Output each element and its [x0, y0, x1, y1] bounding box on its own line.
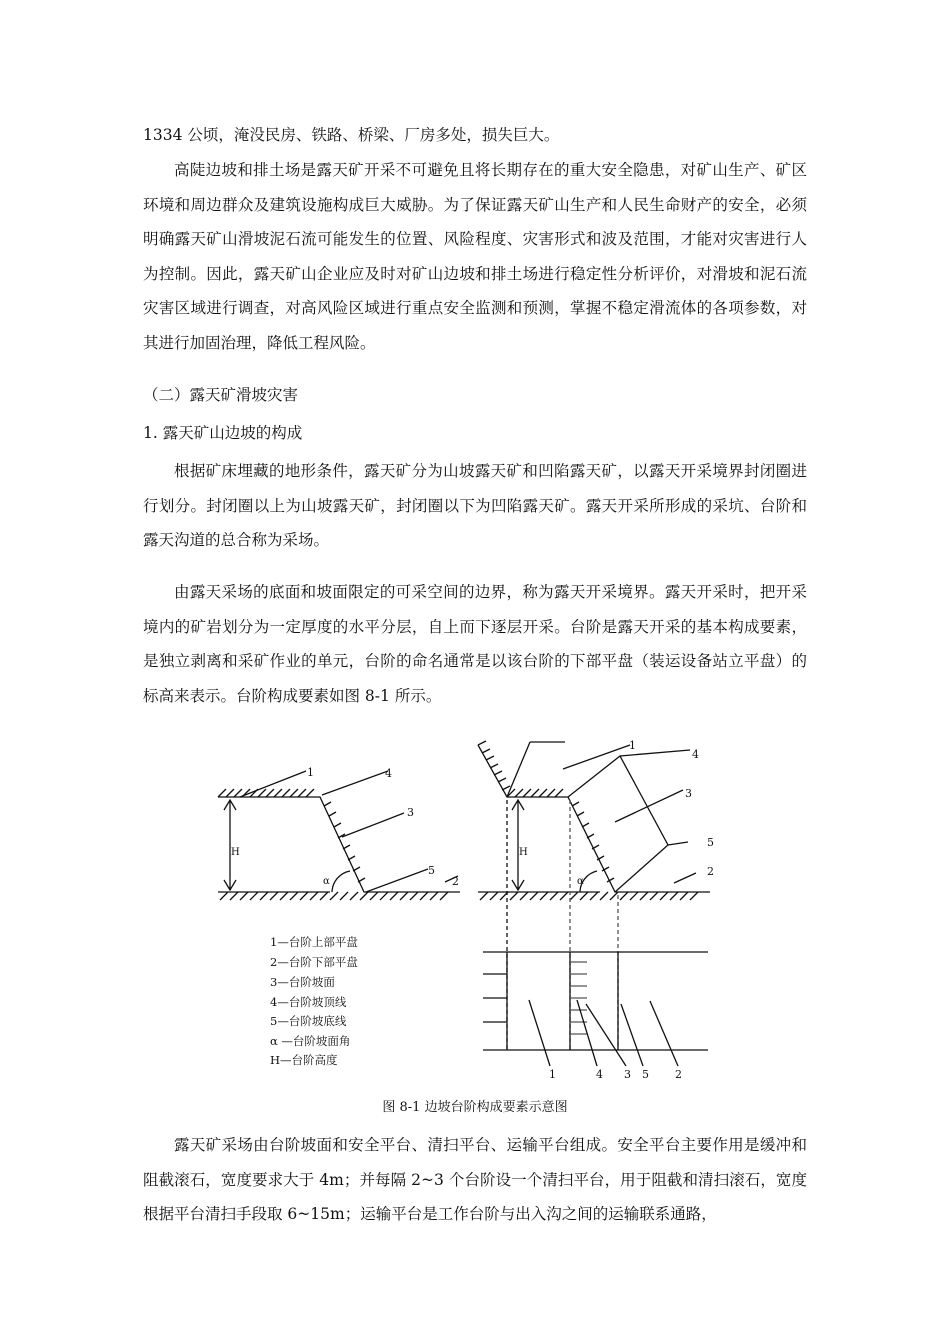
figure-legend	[270, 935, 358, 1067]
legend-item: 1—台阶上部平盘	[270, 935, 358, 949]
plan-label-3: 3	[624, 1068, 631, 1081]
legend-item: α —台阶坡面角	[270, 1034, 351, 1048]
legend-item: 2—台阶下部平盘	[270, 955, 358, 969]
plan-label-2: 2	[675, 1068, 682, 1081]
left-label-H: H	[231, 847, 240, 858]
section-heading: （二）露天矿滑坡灾害	[143, 386, 299, 404]
right-label-5: 5	[707, 836, 714, 849]
right-label-alpha: α	[577, 876, 584, 887]
plan-label-5: 5	[642, 1068, 649, 1081]
paragraph-2: 高陡边坡和排土场是露天矿开采不可避免且将长期存在的重大安全隐患，对矿山生产、矿区环境和周边群众及建筑设施构成巨大威胁。为了保证露天矿山生产和人民生命财产的安全，必须明确露天矿山滑坡泥石流可能发生的位置、风险程度、灾害形式和波及范围，才能对灾害进行人为控制。因此，露天矿山企业应及时对矿山边坡和排土场进行稳定性分析评价，对滑坡和泥石流灾害区域进行调查，对高风险区域进行重点安全监测和预测，掌握不稳定滑流体的各项参数，对其进行加固治理，降低工程风险。	[143, 161, 807, 352]
right-label-2: 2	[707, 865, 714, 878]
left-label-alpha: α	[323, 876, 330, 887]
plan-label-1: 1	[549, 1068, 556, 1081]
left-label-5: 5	[428, 864, 435, 877]
paragraph-4: 由露天采场的底面和坡面限定的可采空间的边界，称为露天开采境界。露天开采时，把开采境内的矿岩划分为一定厚度的水平分层，自上而下逐层开采。台阶是露天开采的基本构成要素，是独立剥离和采矿作业的单元，台阶的命名通常是以该台阶的下部平盘（装运设备站立平盘）的标高来表示。台阶构成要素如图 8-1 所示。	[143, 583, 807, 705]
paragraph-5: 露天矿采场由台阶坡面和安全平台、清扫平台、运输平台组成。安全平台主要作用是缓冲和阻截滚石，宽度要求大于 4m；并每隔 2~3 个台阶设一个清扫平台，用于阻截和清扫滚石，宽度根据平台清扫手段取 6~15m；运输平台是工作台阶与出入沟之间的运输联系通路，	[143, 1136, 807, 1223]
legend-item: H—台阶高度	[270, 1053, 338, 1067]
right-label-1: 1	[629, 739, 636, 752]
legend-item: 3—台阶坡面	[270, 975, 335, 989]
right-section-view	[478, 741, 710, 1050]
figure-caption: 图 8-1 边坡台阶构成要素示意图	[382, 1100, 568, 1115]
left-label-1: 1	[307, 766, 314, 779]
paragraph-3: 根据矿床埋藏的地形条件，露天矿分为山坡露天矿和凹陷露天矿，以露天开采境界封闭圈进行划分。封闭圈以上为山坡露天矿，封闭圈以下为凹陷露天矿。露天开采所形成的采坑、台阶和露天沟道的总合称为采场。	[143, 462, 807, 549]
right-label-3: 3	[685, 787, 692, 800]
right-label-4: 4	[692, 748, 699, 761]
left-label-4: 4	[385, 767, 392, 780]
legend-item: 5—台阶坡底线	[270, 1014, 347, 1028]
plan-label-4: 4	[596, 1068, 603, 1081]
plan-view	[483, 952, 708, 1066]
paragraph-1: 1334 公顷，淹没民房、铁路、桥梁、厂房多处，损失巨大。	[143, 126, 560, 144]
left-label-3: 3	[407, 806, 414, 819]
left-section-view	[218, 771, 460, 900]
left-label-2: 2	[452, 875, 459, 888]
legend-item: 4—台阶坡顶线	[270, 995, 347, 1009]
right-label-H: H	[519, 847, 528, 858]
subsection-heading: 1. 露天矿山边坡的构成	[143, 424, 303, 442]
